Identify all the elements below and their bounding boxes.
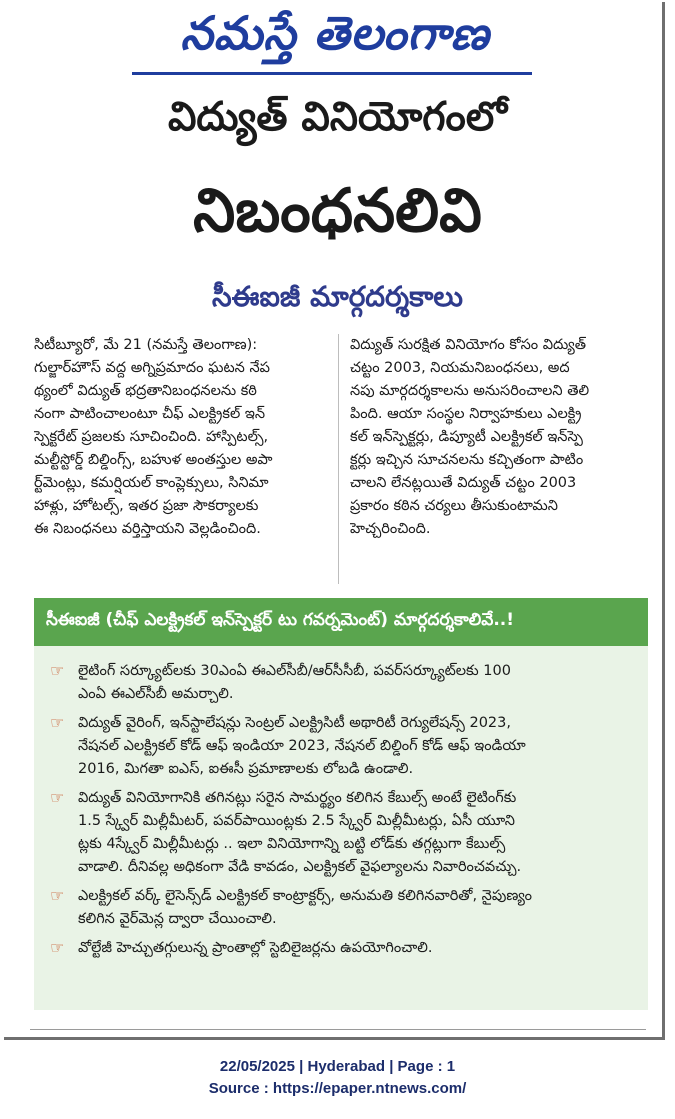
article-line: సిటీబ్యూరో, మే 21 (నమస్తే తెలంగాణ): — [34, 337, 258, 353]
article-line: థ్యంలో విద్యుత్ భద్రతానిబంధనలను కఠి — [34, 383, 257, 399]
newspaper-masthead: నమస్తే తెలంగాణ — [180, 6, 490, 60]
pointing-hand-icon: ☞ — [50, 886, 65, 905]
guideline-item — [50, 937, 632, 960]
headline-line2: నిబంధనలివి — [193, 176, 482, 246]
guideline-line: 1.5 స్క్వేర్ మిల్లీమీటర్, పవర్‌పాయింట్లకు 2.5 స్క్వేర్ మిల్లీమీటర్లు, ఏసీ యూని — [78, 813, 515, 829]
guideline-line: వోల్టేజీ హెచ్చుతగ్గులున్న ప్రాంతాల్లో స్టెబిలైజర్లను ఉపయోగించాలి. — [78, 940, 433, 956]
footer-date-edition: 22/05/2025 | Hyderabad | Page : 1 — [219, 1058, 456, 1075]
article-line: ఈ నిబంధనలు వర్తిస్తాయని వెల్లడించింది. — [34, 521, 261, 537]
guideline-line: ఎంఏ ఈఎల్‌సీబీ అమర్చాలి. — [78, 686, 234, 702]
headline-line1: విద్యుత్ వినియోగంలో — [167, 94, 507, 140]
article-line: మల్టీస్టోర్డ్ బిల్డింగ్స్, బహుళ అంతస్తుల అపా — [34, 452, 273, 468]
article-line: చాలని లేనట్లయితే విద్యుత్ చట్టం 2003 — [350, 475, 577, 491]
footer-source: Source : https://epaper.ntnews.com/ — [208, 1080, 467, 1097]
article-column-right — [350, 334, 644, 541]
article-line: విద్యుత్ సురక్షిత వినియోగం కోసం విద్యుత్ — [350, 337, 587, 353]
guideline-line: విద్యుత్ వినియోగానికి తగినట్లు సరైన సామర్థ్యం కలిగిన కేబుల్స్ అంటే లైటింగ్‌కు — [78, 790, 517, 806]
guidelines-banner: సీఈఐజీ (చీఫ్ ఎలక్ట్రికల్ ఇన్‌స్పెక్టర్ టు గవర్నమెంట్) మార్గదర్శకాలివే..! — [34, 598, 648, 646]
article-line: క్టర్లు ఇచ్చిన సూచనలను కచ్చితంగా పాటిం — [350, 452, 584, 468]
article-line: నపు మార్గదర్శకాలను అనుసరించాలని తెలి — [350, 383, 590, 399]
article-line: హెచ్చరించింది. — [350, 521, 431, 537]
guideline-item — [50, 712, 632, 781]
article-column-left — [34, 334, 330, 541]
pointing-hand-icon: ☞ — [50, 713, 65, 732]
pointing-hand-icon: ☞ — [50, 661, 65, 680]
column-divider — [338, 334, 339, 584]
footer-rule — [30, 1029, 646, 1030]
guideline-line: వాడాలి. దీనివల్ల అధికంగా వేడి కావడం, ఎలక్ట్రికల్ వైఫల్యాలను నివారించవచ్చు. — [78, 859, 522, 875]
guideline-item — [50, 885, 632, 931]
article-line: పింది. ఆయా సంస్థల నిర్వాహకులు ఎలక్ట్రి — [350, 406, 582, 422]
guideline-line: విద్యుత్ వైరింగ్, ఇన్‌స్టాలేషన్లు సెంట్రల్ ఎలక్ట్రిసిటీ అథారిటీ రెగ్యులేషన్స్ 2023, — [78, 715, 511, 731]
article-line: కల్ ఇన్‌స్పెక్టర్లు, డిప్యూటీ ఎలక్ట్రికల్ ఇన్‌స్పె — [350, 429, 583, 445]
guideline-item — [50, 660, 632, 706]
guideline-line: నేషనల్ ఎలక్ట్రికల్ కోడ్ ఆఫ్ ఇండియా 2023, నేషనల్ బిల్డింగ్ కోడ్ ఆఫ్ ఇండియా — [78, 738, 526, 754]
pointing-hand-icon: ☞ — [50, 938, 65, 957]
article-line: ప్రకారం కఠిన చర్యలు తీసుకుంటామని — [350, 498, 558, 514]
subheadline: సీఈఐజీ మార్గదర్శకాలు — [212, 280, 463, 313]
article-line: హాళ్లు, హోటల్స్, ఇతర ప్రజా సౌకర్యాలకు — [34, 498, 259, 514]
article-line: ర్ట్‌మెంట్లు, కమర్షియల్ కాంప్లెక్సులు, సినిమా — [34, 475, 269, 491]
guideline-line: ట్లకు 4స్క్వేర్ మిల్లీమీటర్లు .. ఇలా వినియోగాన్ని బట్టి లోడ్‌కు తగ్గట్లుగా కేబుల్స్ — [78, 836, 506, 852]
guidelines-box — [34, 646, 648, 1010]
guideline-line: 2016, మిగతా ఐఎస్, ఐఈసీ ప్రమాణాలకు లోబడి ఉండాలి. — [78, 761, 414, 777]
masthead-rule — [132, 72, 532, 75]
guideline-line: ఎలక్ట్రికల్ వర్క్ లైసెన్స్‌డ్ ఎలక్ట్రికల్ కాంట్రాక్టర్స్, అనుమతి కలిగినవారితో, నైపుణ్యం — [78, 888, 532, 904]
article-line: చట్టం 2003, నియమనిబంధనలు, అద — [350, 360, 570, 376]
article-line: గుల్జార్‌హౌస్ వద్ద అగ్నిప్రమాదం ఘటన నేప — [34, 360, 270, 376]
pointing-hand-icon: ☞ — [50, 788, 65, 807]
article-line: నంగా పాటించాలంటూ చీఫ్ ఎలక్ట్రికల్ ఇన్ — [34, 406, 266, 422]
guideline-line: కలిగిన వైర్‌మెన్ల ద్వారా చేయించాలి. — [78, 911, 277, 927]
article-line: స్పెక్టరేట్ ప్రజలకు సూచించింది. హాస్పిటల్స్, — [34, 429, 269, 445]
guideline-item — [50, 787, 632, 879]
guideline-line: లైటింగ్ సర్క్యూట్‌లకు 30ఎంఏ ఈఎల్‌సీబీ/ఆర్‌సీసీబీ, పవర్‌సర్క్యూట్‌లకు 100 — [78, 663, 511, 679]
